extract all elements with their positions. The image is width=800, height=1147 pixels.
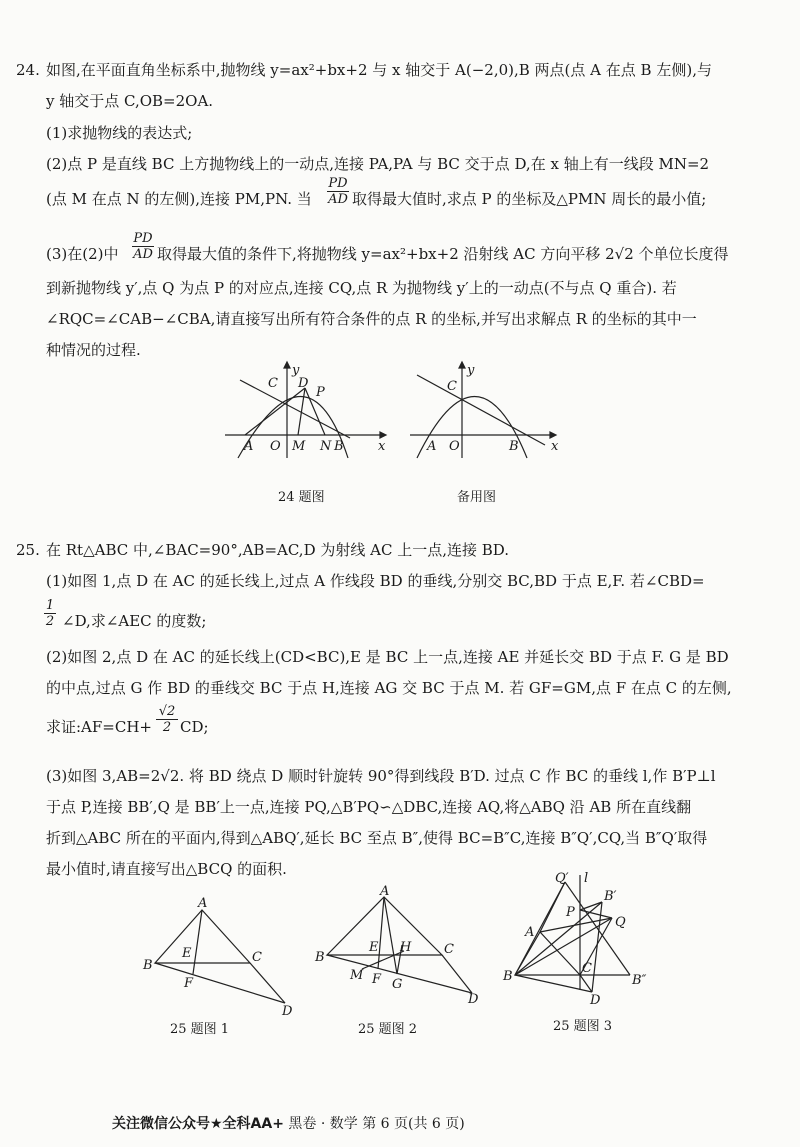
label-a: A bbox=[525, 925, 535, 940]
label-f: F bbox=[372, 972, 382, 987]
q24-number: 24. bbox=[16, 61, 40, 79]
fraction-denominator: 2 bbox=[45, 614, 55, 629]
label-d: D bbox=[590, 993, 601, 1008]
label-y: y bbox=[467, 363, 475, 378]
q25-number: 25. bbox=[16, 541, 40, 559]
label-b: B bbox=[143, 958, 153, 973]
q25-line-5: 的中点,过点 G 作 BD 的垂线交 BC 于点 H,连接 AG 交 BC 于点 M. 若 GF=GM,点 F 在点 C 的左侧, bbox=[46, 679, 732, 697]
fraction-denominator: AD bbox=[133, 247, 153, 262]
label-x: x bbox=[551, 439, 559, 454]
label-n: N bbox=[320, 439, 332, 454]
label-y: y bbox=[292, 363, 300, 378]
label-d: D bbox=[468, 992, 479, 1007]
segment-pa bbox=[245, 388, 305, 435]
label-a: A bbox=[244, 439, 254, 454]
q25-line-2: (1)如图 1,点 D 在 AC 的延长线上,过点 A 作线段 BD 的垂线,分别交 BC,BD 于点 E,F. 若∠CBD= bbox=[46, 572, 705, 590]
segment-pbp bbox=[580, 902, 602, 910]
q25-line-6: 求证:AF=CH+ bbox=[46, 718, 152, 736]
label-l: l bbox=[584, 871, 589, 886]
segment-cd bbox=[442, 955, 472, 993]
q25-line-7: CD; bbox=[180, 718, 209, 736]
q24-figure-caption: 24 题图 bbox=[278, 490, 325, 505]
footer-source: 关注微信公众号★全科AA+ bbox=[112, 1116, 284, 1132]
label-b: B bbox=[503, 969, 513, 984]
label-p: P bbox=[566, 905, 575, 920]
q25-line-11: 最小值时,请直接写出△BCQ 的面积. bbox=[46, 860, 287, 878]
segment-bpd bbox=[592, 902, 602, 992]
q24-line-6: 取得最大值时,求点 P 的坐标及△PMN 周长的最小值; bbox=[352, 190, 707, 208]
q24-spare-figure bbox=[405, 360, 585, 460]
label-e: E bbox=[369, 940, 379, 955]
label-o: O bbox=[449, 439, 460, 454]
triangle-abc bbox=[327, 897, 442, 955]
triangle-abc bbox=[155, 910, 250, 963]
label-b: B bbox=[334, 439, 344, 454]
footer-page-info: 黑卷 · 数学 第 6 页(共 6 页) bbox=[288, 1116, 465, 1132]
page-footer bbox=[112, 1115, 465, 1133]
label-e: E bbox=[182, 946, 192, 961]
label-qprime: Q′ bbox=[555, 871, 569, 886]
label-p: P bbox=[316, 385, 325, 400]
label-bprime: B′ bbox=[604, 889, 617, 904]
label-c: C bbox=[582, 961, 592, 976]
q24-line-8: 取得最大值的条件下,将抛物线 y=ax²+bx+2 沿射线 AC 方向平移 2√2 个单位长度得 bbox=[157, 245, 729, 263]
q24-fraction-2 bbox=[132, 231, 154, 262]
q25-figure-1-caption: 25 题图 1 bbox=[170, 1022, 230, 1037]
label-d: D bbox=[282, 1004, 293, 1019]
q25-figure-1 bbox=[140, 895, 300, 1019]
label-q: Q bbox=[615, 915, 626, 930]
q24-line-3: (1)求抛物线的表达式; bbox=[46, 124, 193, 142]
label-m: M bbox=[350, 968, 364, 983]
label-c: C bbox=[447, 379, 457, 394]
q25-fraction-root bbox=[156, 704, 178, 735]
q25-line-1: 在 Rt△ABC 中,∠BAC=90°,AB=AC,D 为射线 AC 上一点,连接 BD. bbox=[46, 541, 510, 559]
q24-spare-caption: 备用图 bbox=[457, 490, 497, 505]
q24-line-9: 到新抛物线 y′,点 Q 为点 P 的对应点,连接 CQ,点 R 为抛物线 y′上的一动点(不与点 Q 重合). 若 bbox=[46, 279, 677, 297]
q25-figure-2 bbox=[312, 885, 492, 1010]
q25-line-9: 于点 P,连接 BB′,Q 是 BB′上一点,连接 PQ,△B′PQ∽△DBC,连接 AQ,将△ABQ 沿 AB 所在直线翻 bbox=[46, 798, 692, 816]
q24-line-1: 如图,在平面直角坐标系中,抛物线 y=ax²+bx+2 与 x 轴交于 A(−2,0),B 两点(点 A 在点 B 左侧),与 bbox=[46, 61, 712, 79]
segment-aqp bbox=[540, 882, 565, 932]
segment-bd bbox=[155, 963, 285, 1003]
label-o: O bbox=[270, 439, 281, 454]
label-c: C bbox=[252, 950, 262, 965]
fraction-numerator: PD bbox=[133, 231, 153, 246]
label-d: D bbox=[298, 376, 309, 391]
q25-fraction-half bbox=[44, 598, 56, 629]
label-c: C bbox=[444, 942, 454, 957]
q25-line-4: (2)如图 2,点 D 在 AC 的延长线上(CD<BC),E 是 BC 上一点,连接 AE 并延长交 BD 于点 F. G 是 BD bbox=[46, 648, 729, 666]
q24-line-11: 种情况的过程. bbox=[46, 341, 141, 359]
segment-af bbox=[193, 910, 202, 974]
q24-line-4: (2)点 P 是直线 BC 上方抛物线上的一动点,连接 PA,PA 与 BC 交于点 D,在 x 轴上有一线段 MN=2 bbox=[46, 155, 710, 173]
label-bpp: B″ bbox=[632, 973, 647, 988]
label-f: F bbox=[184, 976, 194, 991]
label-g: G bbox=[392, 977, 403, 992]
q25-figure-3-caption: 25 题图 3 bbox=[553, 1019, 613, 1034]
q25-figure-3 bbox=[500, 870, 670, 1015]
fraction-denominator: 2 bbox=[156, 719, 178, 735]
label-m: M bbox=[292, 439, 306, 454]
fraction-numerator: PD bbox=[328, 176, 348, 191]
q24-fraction-1 bbox=[327, 176, 349, 207]
q25-figure-2-caption: 25 题图 2 bbox=[358, 1022, 418, 1037]
q24-line-2: y 轴交于点 C,OB=2OA. bbox=[46, 92, 214, 110]
q24-line-5: (点 M 在点 N 的左侧),连接 PM,PN. 当 bbox=[46, 190, 312, 208]
q25-line-3: ∠D,求∠AEC 的度数; bbox=[62, 612, 207, 630]
label-x: x bbox=[378, 439, 386, 454]
label-b: B bbox=[509, 439, 519, 454]
q24-line-10: ∠RQC=∠CAB−∠CBA,请直接写出所有符合条件的点 R 的坐标,并写出求解点 R 的坐标的其中一 bbox=[46, 310, 697, 328]
q24-figure bbox=[220, 360, 400, 460]
label-a: A bbox=[380, 884, 390, 899]
q25-line-8: (3)如图 3,AB=2√2. 将 BD 绕点 D 顺时针旋转 90°得到线段 B′D. 过点 C 作 BC 的垂线 l,作 B′P⊥l bbox=[46, 767, 716, 785]
q25-line-10: 折到△ABC 所在的平面内,得到△ABQ′,延长 BC 至点 B″,使得 BC=B″C,连接 B″Q′,CQ,当 B″Q′取得 bbox=[46, 829, 708, 847]
fraction-denominator: AD bbox=[328, 192, 348, 207]
label-h: H bbox=[400, 940, 412, 955]
label-a: A bbox=[198, 896, 208, 911]
q24-line-7: (3)在(2)中 bbox=[46, 245, 119, 263]
fraction-numerator: √2 bbox=[158, 704, 176, 719]
label-a: A bbox=[427, 439, 437, 454]
label-b: B bbox=[315, 950, 325, 965]
fraction-numerator: 1 bbox=[45, 598, 55, 613]
segment-af bbox=[378, 897, 384, 969]
label-c: C bbox=[268, 376, 278, 391]
